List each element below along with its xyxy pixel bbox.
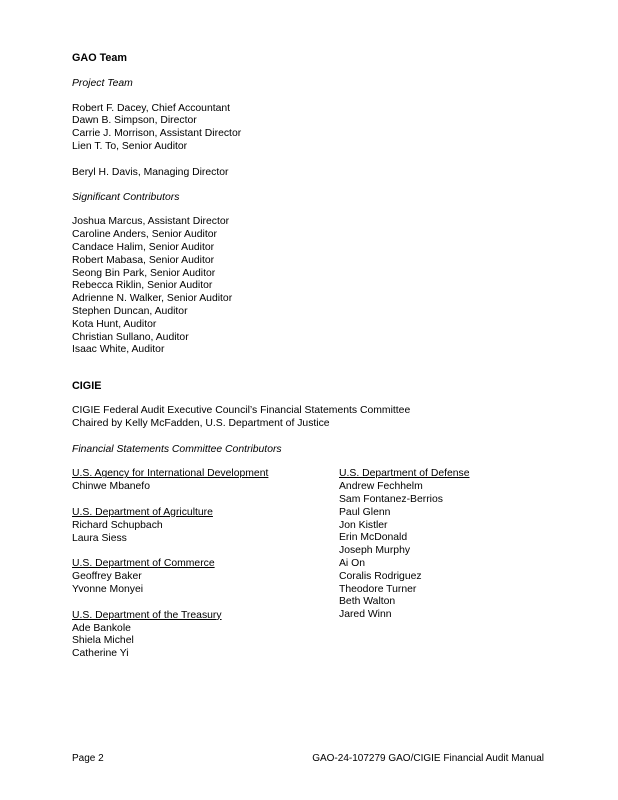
list-item: Kota Hunt, Auditor xyxy=(72,318,157,330)
list-item: Adrienne N. Walker, Senior Auditor xyxy=(72,293,233,305)
list-item: Beth Walton xyxy=(339,596,396,608)
significant-contributors-label: Significant Contributors xyxy=(72,191,180,203)
list-item: Joseph Murphy xyxy=(339,545,411,557)
agency-name-usaid: U.S. Agency for International Development xyxy=(72,468,269,480)
committee-description xyxy=(72,405,552,431)
committee-chair-line: Chaired by Kelly McFadden, U.S. Department of Justice xyxy=(72,417,330,429)
list-item: Stephen Duncan, Auditor xyxy=(72,305,188,317)
list-item: Robert F. Dacey, Chief Accountant xyxy=(72,102,231,114)
list-item: Laura Siess xyxy=(72,532,127,544)
list-item: Lien T. To, Senior Auditor xyxy=(72,140,188,152)
list-item: Seong Bin Park, Senior Auditor xyxy=(72,267,216,279)
significant-contributors-list xyxy=(72,216,552,357)
list-item: Catherine Yi xyxy=(72,648,129,660)
gao-team-heading: GAO Team xyxy=(72,52,127,64)
committee-line: CIGIE Federal Audit Executive Council’s Financial Statements Committee xyxy=(72,404,411,416)
list-item: Candace Halim, Senior Auditor xyxy=(72,241,215,253)
list-item: Jared Winn xyxy=(339,609,392,621)
project-team-list xyxy=(72,103,552,154)
list-item: Jon Kistler xyxy=(339,519,388,531)
list-item: Shiela Michel xyxy=(72,635,134,647)
managing-director: Beryl H. Davis, Managing Director xyxy=(72,166,229,178)
list-item: Ai On xyxy=(339,557,365,569)
agency-column-left xyxy=(72,468,332,661)
list-item: Dawn B. Simpson, Director xyxy=(72,115,197,127)
list-item: Paul Glenn xyxy=(339,506,391,518)
agency-name-treasury: U.S. Department of the Treasury xyxy=(72,609,222,621)
agency-column-right xyxy=(339,468,559,622)
list-item: Isaac White, Auditor xyxy=(72,344,165,356)
agency-name-defense: U.S. Department of Defense xyxy=(339,468,470,480)
agency-name-agriculture: U.S. Department of Agriculture xyxy=(72,506,213,518)
list-item: Richard Schupbach xyxy=(72,519,163,531)
list-item: Chinwe Mbanefo xyxy=(72,481,150,493)
list-item: Erin McDonald xyxy=(339,532,408,544)
list-item: Caroline Anders, Senior Auditor xyxy=(72,229,217,241)
agency-name-commerce: U.S. Department of Commerce xyxy=(72,558,215,570)
list-item: Coralis Rodriguez xyxy=(339,570,422,582)
page-number: Page 2 xyxy=(72,753,104,764)
document-identifier: GAO-24-107279 GAO/CIGIE Financial Audit Manual xyxy=(312,753,544,764)
list-item: Theodore Turner xyxy=(339,583,417,595)
list-item: Andrew Fechhelm xyxy=(339,481,423,493)
list-item: Sam Fontanez-Berrios xyxy=(339,493,443,505)
list-item: Joshua Marcus, Assistant Director xyxy=(72,216,230,228)
list-item: Robert Mabasa, Senior Auditor xyxy=(72,254,215,266)
list-item: Christian Sullano, Auditor xyxy=(72,331,189,343)
list-item: Yvonne Monyei xyxy=(72,583,144,595)
page-content xyxy=(72,52,552,660)
list-item: Ade Bankole xyxy=(72,622,131,634)
list-item: Geoffrey Baker xyxy=(72,571,142,583)
cigie-heading: CIGIE xyxy=(72,380,102,393)
project-team-label: Project Team xyxy=(72,77,133,89)
committee-contributors-label: Financial Statements Committee Contributors xyxy=(72,443,282,455)
list-item: Carrie J. Morrison, Assistant Director xyxy=(72,128,242,140)
list-item: Rebecca Riklin, Senior Auditor xyxy=(72,280,213,292)
